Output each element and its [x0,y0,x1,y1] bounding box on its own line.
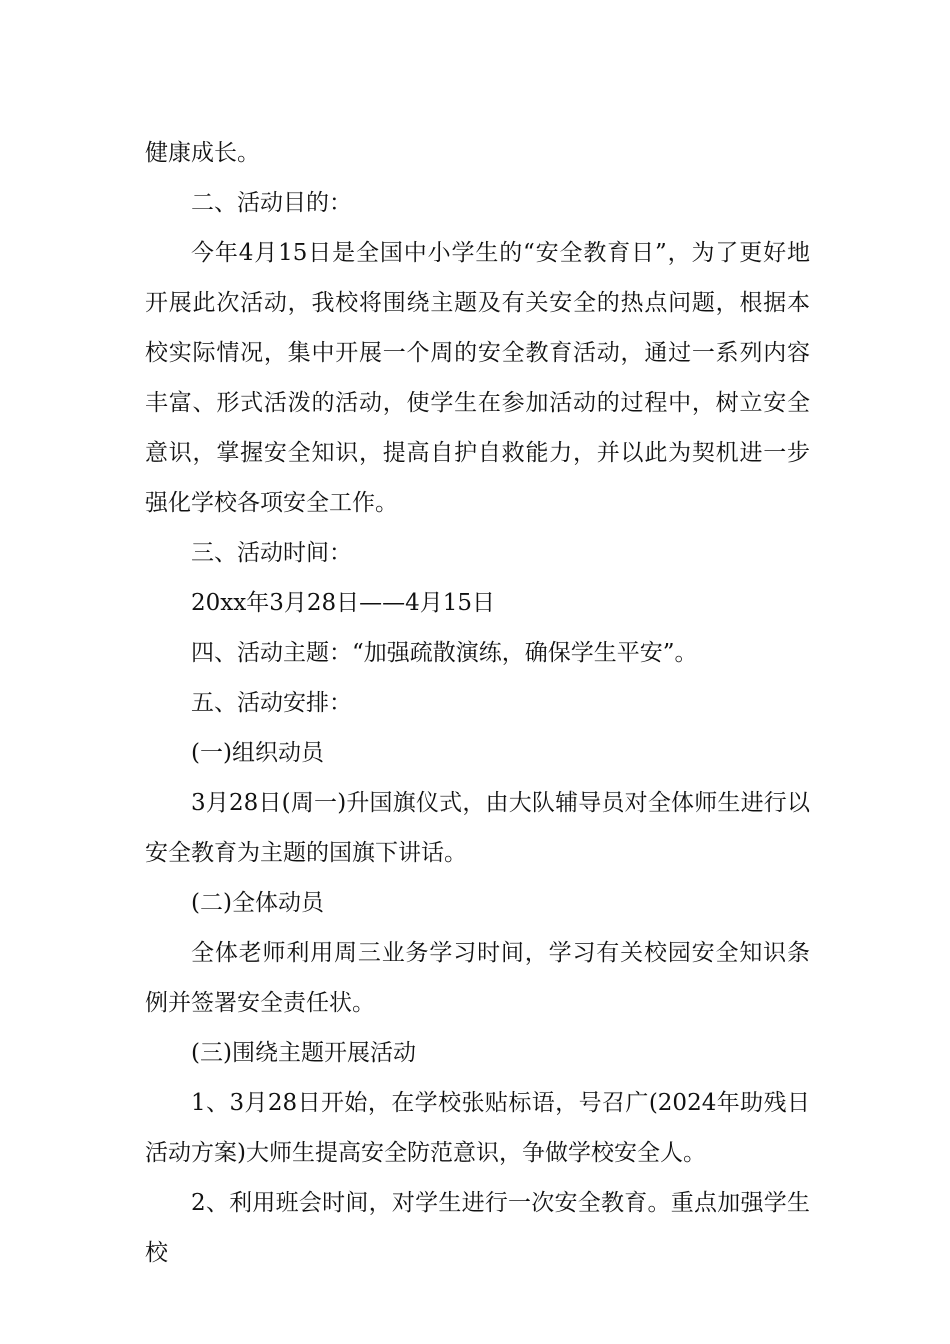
paragraph-all-staff: 全体老师利用周三业务学习时间，学习有关校园安全知识条例并签署安全责任状。 [145,940,810,1016]
paragraph-purpose: 今年4月15日是全国中小学生的“安全教育日”，为了更好地开展此次活动，我校将围绕主题及有关安全的热点问题，根据本校实际情况，集中开展一个周的安全教育活动，通过一系列内容丰富、形式活泼的活动，使学生在参加活动的过程中，树立安全意识，掌握安全知识，提高自护自救能力，并以此为契机进一步强化学校各项安全工作。 [145,240,810,516]
document-body [145,128,810,1278]
section-heading-theme: 四、活动主题：“加强疏散演练，确保学生平安”。 [191,640,698,666]
list-item-1: 1、3月28日开始，在学校张贴标语，号召广(2024年助残日活动方案)大师生提高安全防范意识，争做学校安全人。 [145,1090,810,1166]
list-item-2: 2、利用班会时间，对学生进行一次安全教育。重点加强学生校 [145,1190,810,1266]
paragraph-intro-tail: 健康成长。 [145,140,260,166]
subheading-all-staff: (二)全体动员 [191,890,324,916]
paragraph-time: 20xx年3月28日——4月15日 [191,590,496,616]
section-heading-time: 三、活动时间： [191,540,352,566]
paragraph-organize: 3月28日(周一)升国旗仪式，由大队辅导员对全体师生进行以安全教育为主题的国旗下讲话。 [145,790,810,866]
subheading-activities: (三)围绕主题开展活动 [191,1040,416,1066]
section-heading-arrangement: 五、活动安排： [191,690,352,716]
section-heading-purpose: 二、活动目的： [191,190,352,216]
subheading-organize: (一)组织动员 [191,740,324,766]
